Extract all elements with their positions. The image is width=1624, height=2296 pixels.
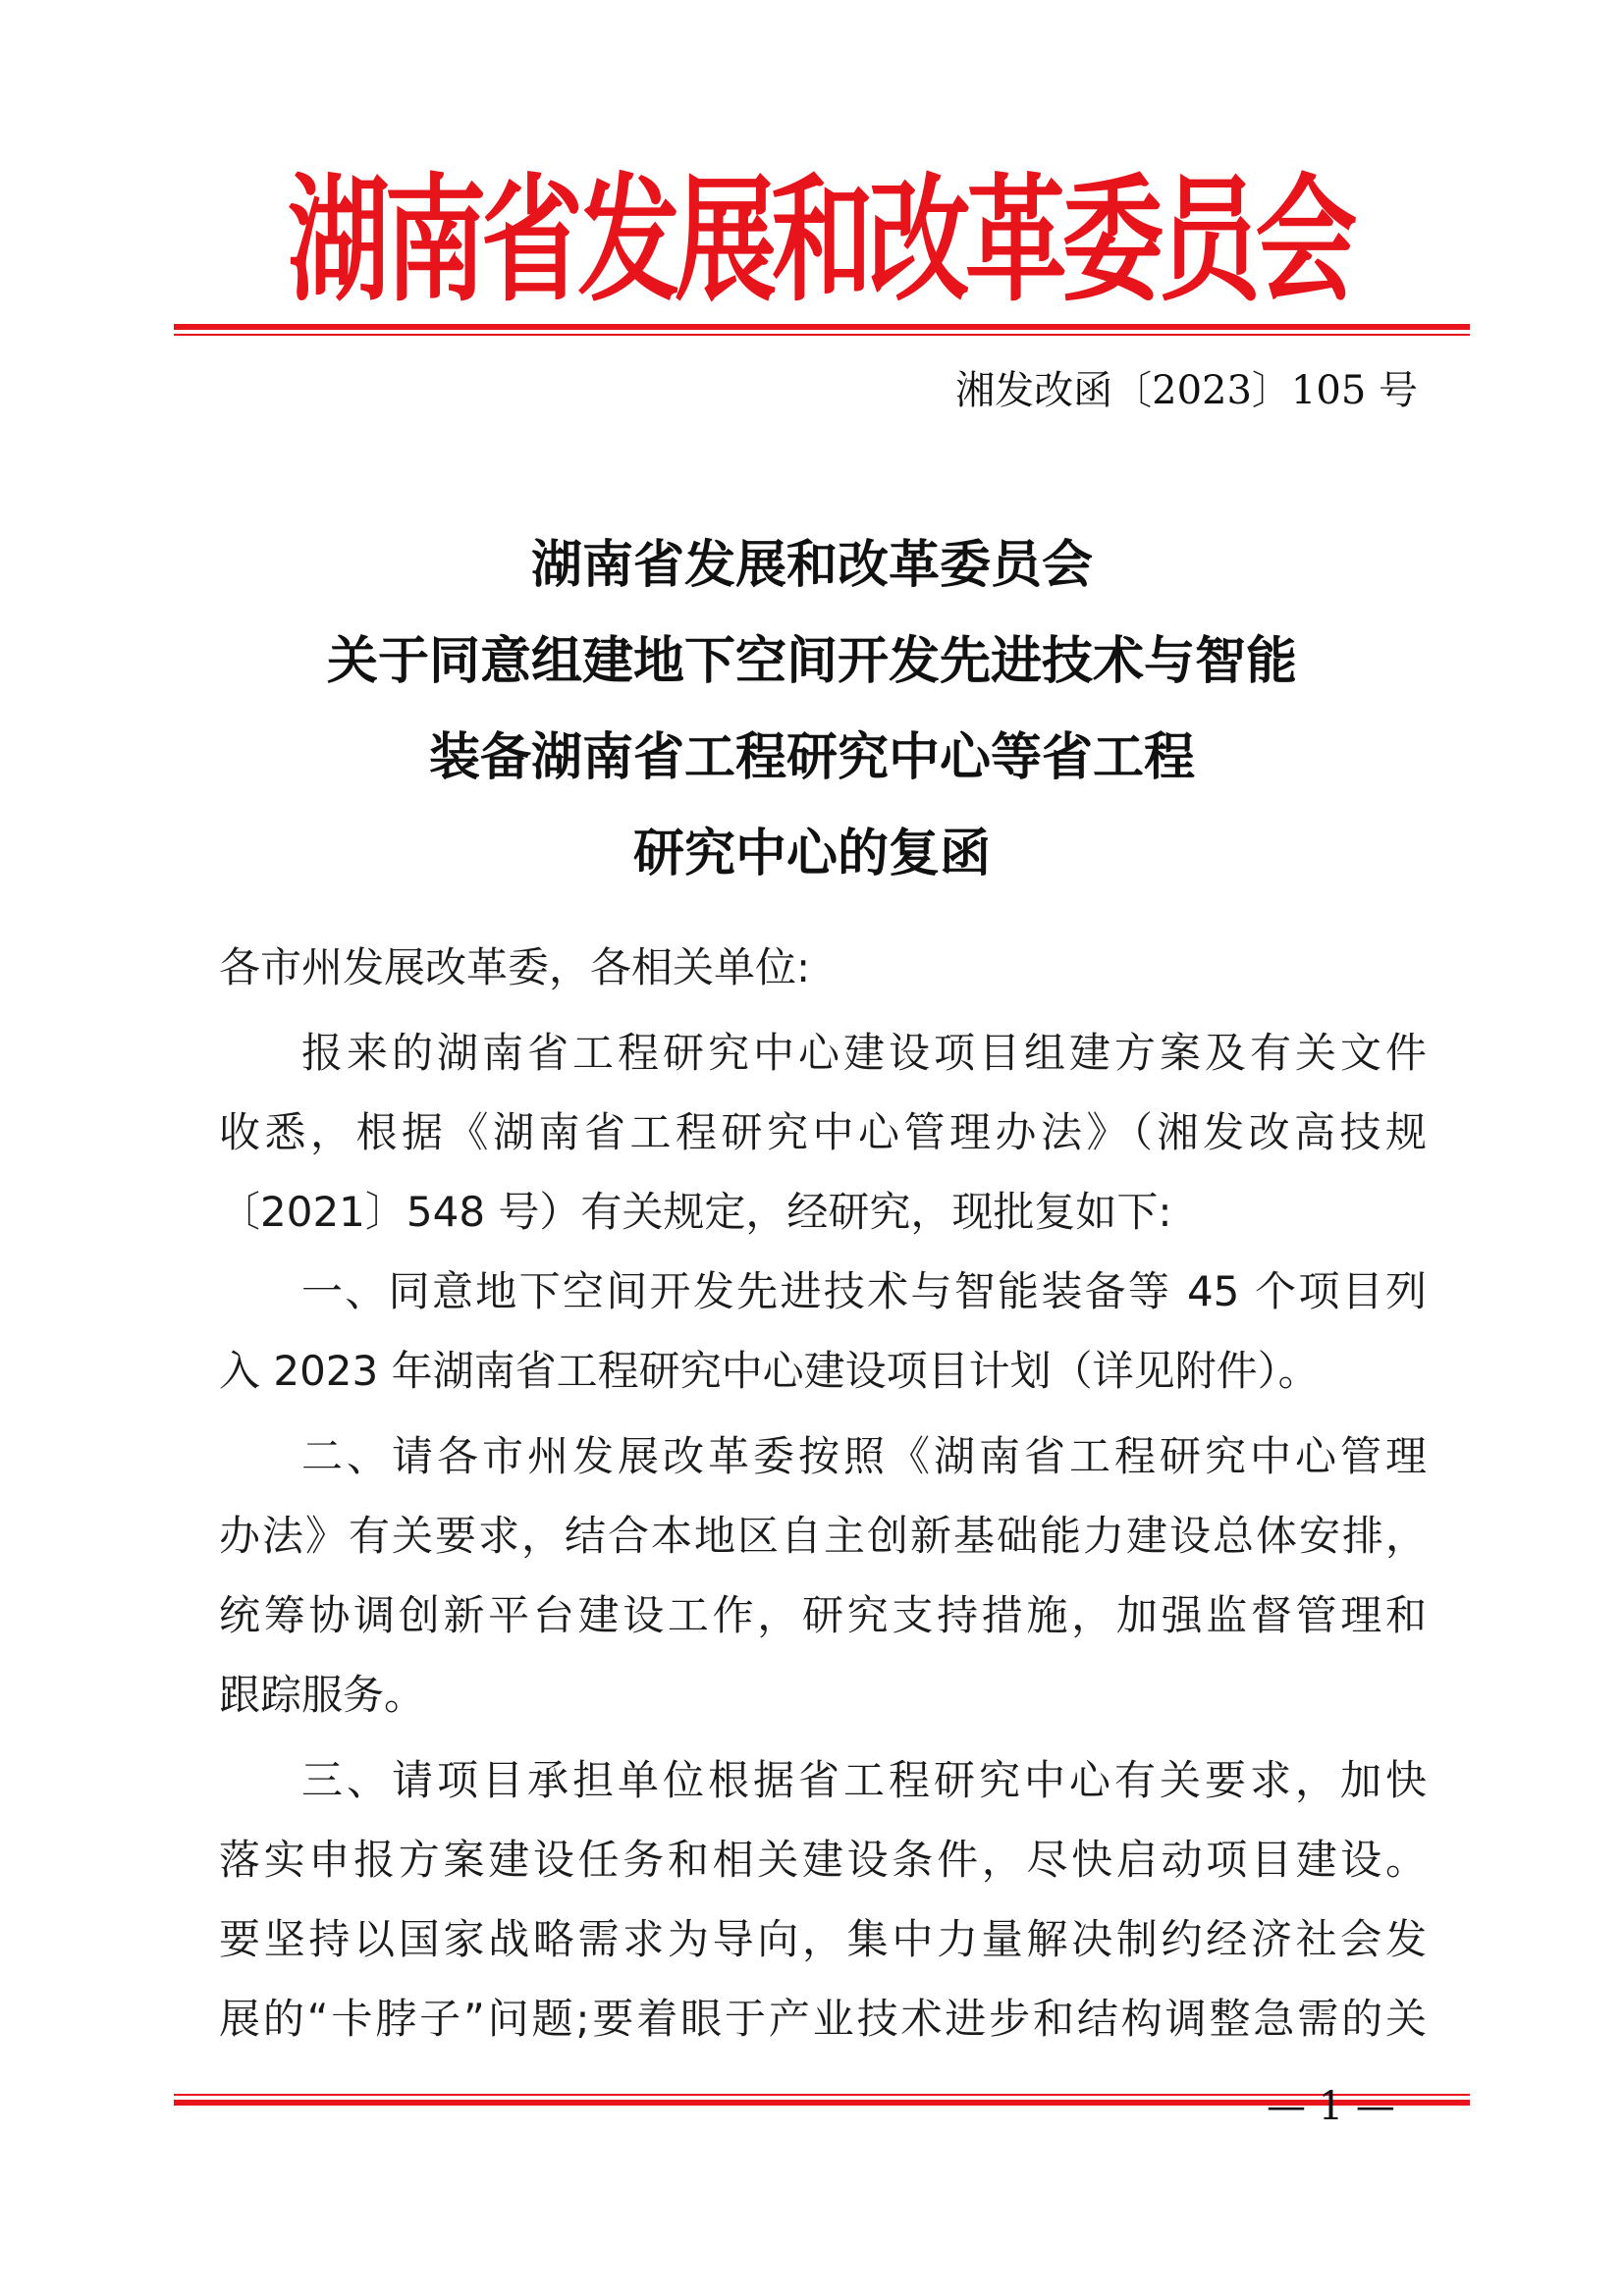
body-line: 展的“卡脖子”问题;要着眼于产业技术进步和结构调整急需的关 — [219, 1995, 1427, 2043]
body-line: 报来的湖南省工程研究中心建设项目组建方案及有关文件 — [301, 1029, 1427, 1077]
title-line: 研究中心的复函 — [632, 824, 991, 883]
masthead-red-rule-thick — [174, 324, 1470, 330]
masthead-red-rule-thin — [174, 334, 1470, 336]
body-line: 办法》有关要求，结合本地区自主创新基础能力建设总体安排， — [219, 1512, 1427, 1560]
body-line: 〔2021〕548 号）有关规定，经研究，现批复如下: — [219, 1188, 1172, 1236]
body-line: 三、请项目承担单位根据省工程研究中心有关要求，加快 — [301, 1756, 1427, 1804]
title-line: 湖南省发展和改革委员会 — [530, 535, 1093, 595]
body-line: 收悉，根据《湖南省工程研究中心管理办法》（湘发改高技规 — [219, 1108, 1427, 1156]
body-line: 一、同意地下空间开发先进技术与智能装备等 45 个项目列 — [301, 1267, 1427, 1315]
document-number: 湘发改函〔2023〕105 号 — [955, 368, 1418, 413]
body-line: 跟踪服务。 — [219, 1671, 426, 1719]
body-line: 二、请各市州发展改革委按照《湖南省工程研究中心管理 — [301, 1432, 1427, 1480]
document-title — [174, 517, 1450, 902]
document-body — [219, 928, 1427, 2058]
title-line: 关于同意组建地下空间开发先进技术与智能 — [326, 631, 1297, 691]
page-number: — 1 — — [1267, 2084, 1395, 2129]
masthead-title: 湖南省发展和改革委员会 — [287, 159, 1353, 321]
body-line: 入 2023 年湖南省工程研究中心建设项目计划（详见附件）。 — [219, 1347, 1320, 1395]
body-line: 落实申报方案建设任务和相关建设条件，尽快启动项目建设。 — [219, 1836, 1427, 1884]
salutation: 各市州发展改革委，各相关单位: — [219, 943, 811, 991]
body-line: 要坚持以国家战略需求为导向，集中力量解决制约经济社会发 — [219, 1915, 1427, 1963]
body-line: 统筹协调创新平台建设工作，研究支持措施，加强监督管理和 — [219, 1591, 1427, 1639]
title-line: 装备湖南省工程研究中心等省工程 — [428, 727, 1195, 787]
